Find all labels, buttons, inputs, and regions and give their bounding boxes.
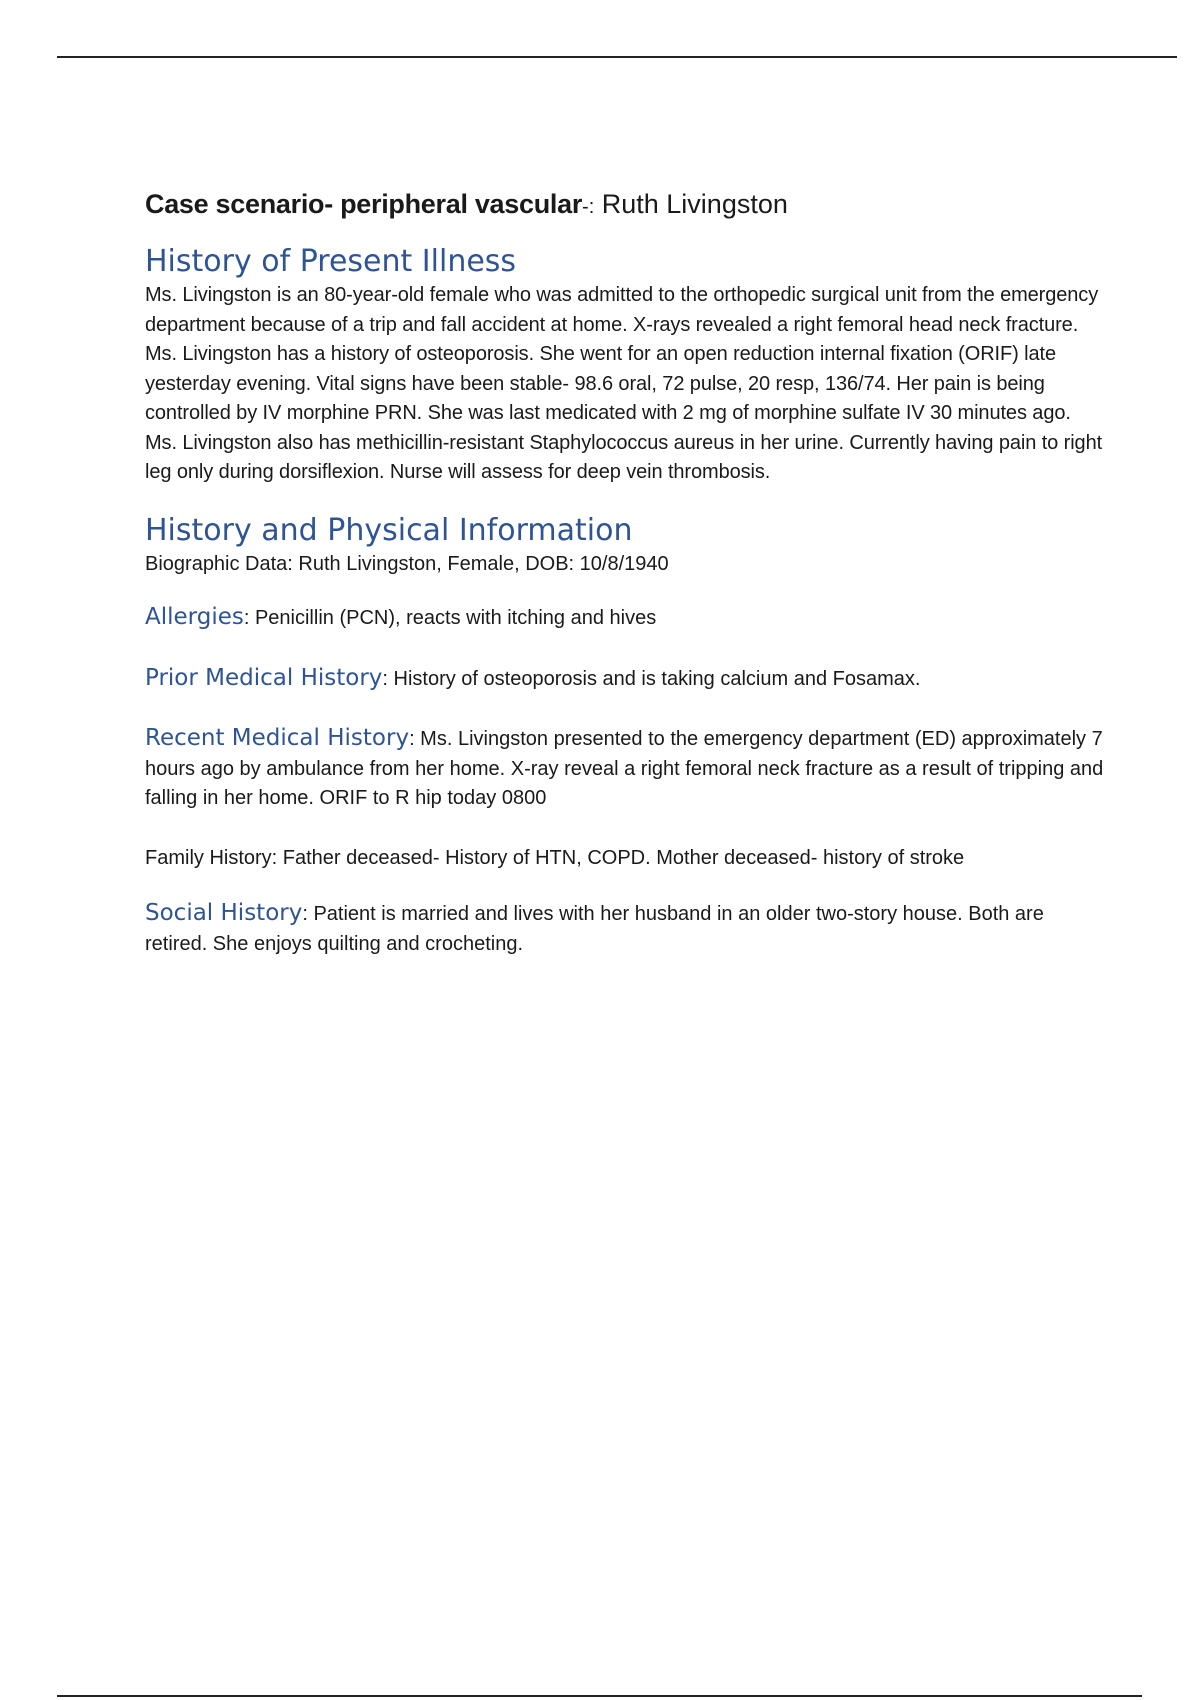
document-body: [145, 186, 1105, 959]
allergies-label: Allergies: [145, 604, 244, 630]
allergies-value: : Penicillin (PCN), reacts with itching and hives: [243, 607, 657, 629]
hpi-text: Ms. Livingston is an 80-year-old female who was admitted to the orthopedic surgical unit from the emergency department because of a trip and fall accident at home. X-rays revealed a right femoral head neck fracture. Ms. Livingston has a history of osteoporosis. She went for an open reduction internal fixation (ORIF) late yesterday evening. Vital signs have been stable- 98.6 oral, 72 pulse, 20 resp, 136/74. Her pain is being controlled by IV morphine PRN. She was last medicated with 2 mg of morphine sulfate IV 30 minutes ago. Ms. Livingston also has methicillin-resistant Staphylococcus aureus in her urine. Currently having pain to right leg only during dorsiflexion. Nurse will assess for deep vein thrombosis.: [145, 284, 1103, 483]
social-history-label: Social History: [145, 900, 303, 926]
social-history-field: [145, 899, 1105, 959]
header-rule: [57, 56, 1177, 58]
biographic-data: Biographic Data: Ruth Livingston, Female, DOB: 10/8/1940: [145, 552, 669, 575]
case-title-bold: Case scenario- peripheral vascular: [145, 189, 583, 219]
recent-medical-history-value: : Ms. Livingston presented to the emergency department (ED) approximately 7 hours ago by ambulance from her home. X-ray reveal a right femoral neck fracture as a result of tripping and falling in her home. ORIF to R hip today 0800: [145, 728, 1104, 809]
recent-medical-history-label: Recent Medical History: [145, 725, 410, 751]
prior-medical-history-value: : History of osteoporosis and is taking calcium and Fosamax.: [382, 667, 921, 690]
allergies-field: [145, 603, 1105, 634]
prior-medical-history-label: Prior Medical History: [145, 664, 383, 691]
case-title-separator: -:: [582, 196, 595, 218]
recent-medical-history-field: [145, 724, 1105, 814]
footer-rule: [57, 1695, 1142, 1697]
case-title: [145, 186, 1105, 225]
hpi-heading: History of Present Illness: [145, 244, 517, 279]
family-history: Family History: Father deceased- History of HTN, COPD. Mother deceased- history of stroke: [145, 846, 965, 869]
case-title-patient: Ruth Livingston: [594, 189, 788, 219]
prior-medical-history-field: [145, 664, 1105, 695]
history-physical-heading: History and Physical Information: [145, 512, 633, 548]
social-history-value: : Patient is married and lives with her husband in an older two-story house. Both are retired. She enjoys quilting and crocheting.: [145, 903, 1044, 955]
